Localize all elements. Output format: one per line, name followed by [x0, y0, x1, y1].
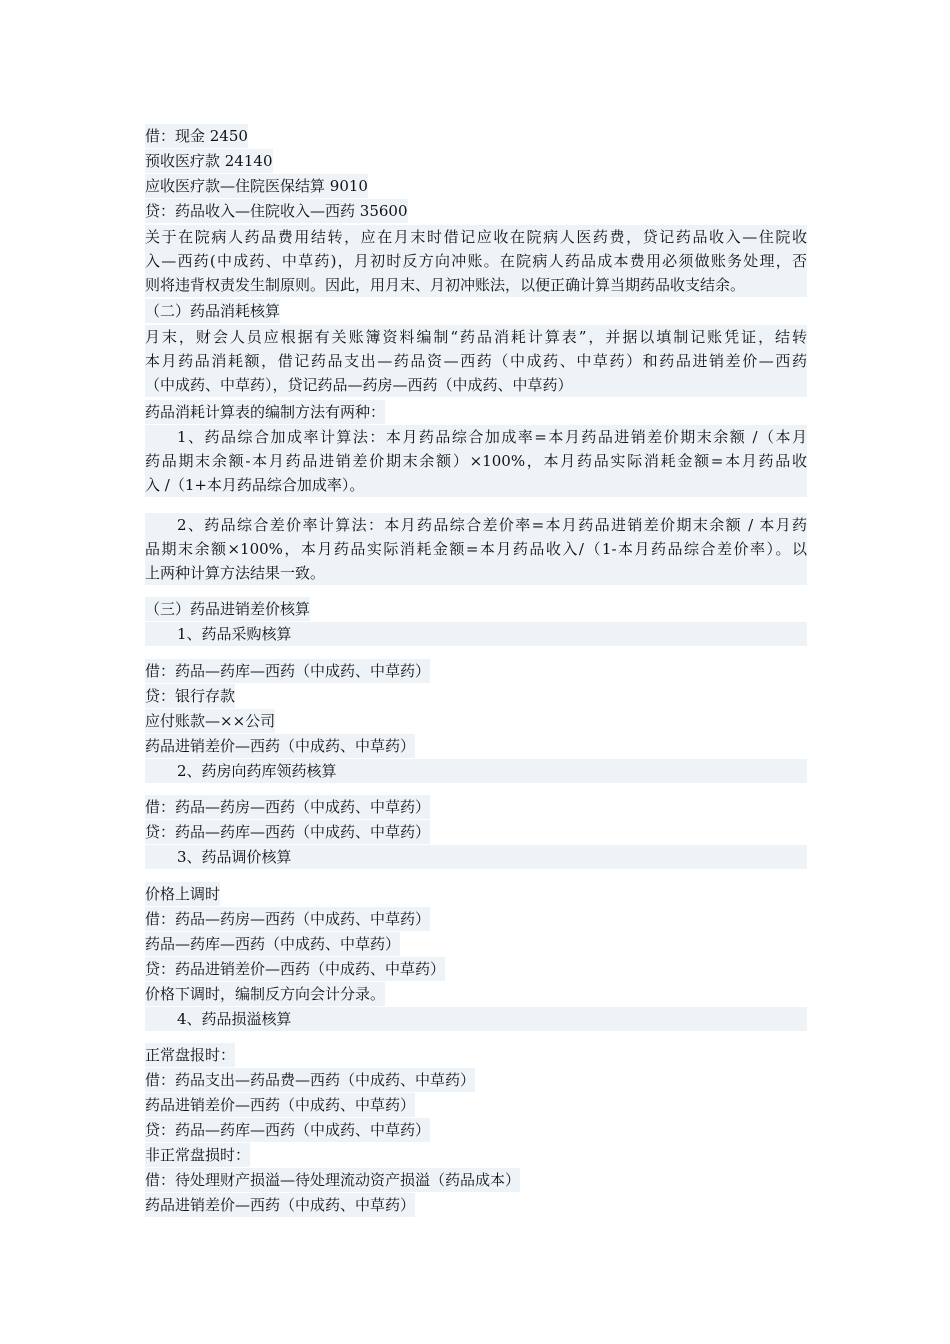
entry-line: 药品—药库—西药（中成药、中草药） — [145, 932, 400, 956]
entry-line: 价格上调时 — [145, 882, 220, 906]
entry-line: 药品进销差价—西药（中成药、中草药） — [145, 1093, 415, 1117]
entry-line: 贷：药品收入—住院收入—西药 35600 — [145, 199, 408, 223]
entry-line: 应收医疗款—住院医保结算 9010 — [145, 174, 368, 198]
entry-line: 贷：药品进销差价—西药（中成药、中草药） — [145, 957, 445, 981]
entry-line: 借：药品—药房—西药（中成药、中草药） — [145, 907, 430, 931]
entry-line: 贷：银行存款 — [145, 684, 235, 708]
entry-line: 借：待处理财产损溢—待处理流动资产损溢（药品成本） — [145, 1168, 520, 1192]
section-title: （三）药品进销差价核算 — [145, 597, 310, 621]
entry-line: 借：药品—药库—西药（中成药、中草药） — [145, 659, 430, 683]
entry-line: 预收医疗款 24140 — [145, 149, 273, 173]
entry-line: 非正常盘损时： — [145, 1143, 250, 1167]
methods-intro: 药品消耗计算表的编制方法有两种： — [145, 400, 385, 424]
paragraph-settlement: 关于在院病人药品费用结转，应在月末时借记应收在院病人医药费，贷记药品收入—住院收 入—西药(中成药、中草药)，月初时反方向冲账。在院病人药品成本费用必须做账务处理，否 则将违背权责发生制原则。因此，用月末、月初冲账法，以便正确计算当期药品收支结余。 — [145, 225, 807, 297]
section-title: （二）药品消耗核算 — [145, 299, 280, 323]
paragraph-method-2: 2、药品综合差价率计算法：本月药品综合差价率=本月药品进销差价期末余额 / 本月药 品期末余额×100%，本月药品实际消耗金额=本月药品收入/（1-本月药品综合差价率）。以 上两种计算方法结果一致。 — [145, 513, 807, 585]
entry-line: 药品进销差价—西药（中成药、中草药） — [145, 1193, 415, 1217]
paragraph-method-1: 1、药品综合加成率计算法：本月药品综合加成率=本月药品进销差价期末余额 /（本月 药品期末余额-本月药品进销差价期末余额）×100%，本月药品实际消耗金额=本月药品收 入 /（1+本月药品综合加成率）。 — [145, 425, 807, 497]
subsection-title: 2、药房向药库领药核算 — [145, 759, 807, 783]
entry-line: 借：药品支出—药品费—西药（中成药、中草药） — [145, 1068, 475, 1092]
subsection-title: 4、药品损溢核算 — [145, 1007, 807, 1031]
entry-line: 贷：药品—药库—西药（中成药、中草药） — [145, 1118, 430, 1142]
entry-line: 正常盘报时： — [145, 1043, 235, 1067]
paragraph-consumption: 月末，财会人员应根据有关账簿资料编制“药品消耗计算表”，并据以填制记账凭证，结转 本月药品消耗额，借记药品支出—药品资—西药（中成药、中草药）和药品进销差价—西药 （中成药、中草药），贷记药品—药房—西药（中成药、中草药） — [145, 325, 807, 397]
entry-line: 借：现金 2450 — [145, 124, 248, 148]
entry-line: 价格下调时，编制反方向会计分录。 — [145, 982, 385, 1006]
entry-line: 借：药品—药房—西药（中成药、中草药） — [145, 795, 430, 819]
subsection-title: 3、药品调价核算 — [145, 845, 807, 869]
entry-line: 药品进销差价—西药（中成药、中草药） — [145, 734, 415, 758]
entry-line: 应付账款—××公司 — [145, 709, 275, 733]
entry-line: 贷：药品—药库—西药（中成药、中草药） — [145, 820, 430, 844]
subsection-title: 1、药品采购核算 — [145, 622, 807, 646]
